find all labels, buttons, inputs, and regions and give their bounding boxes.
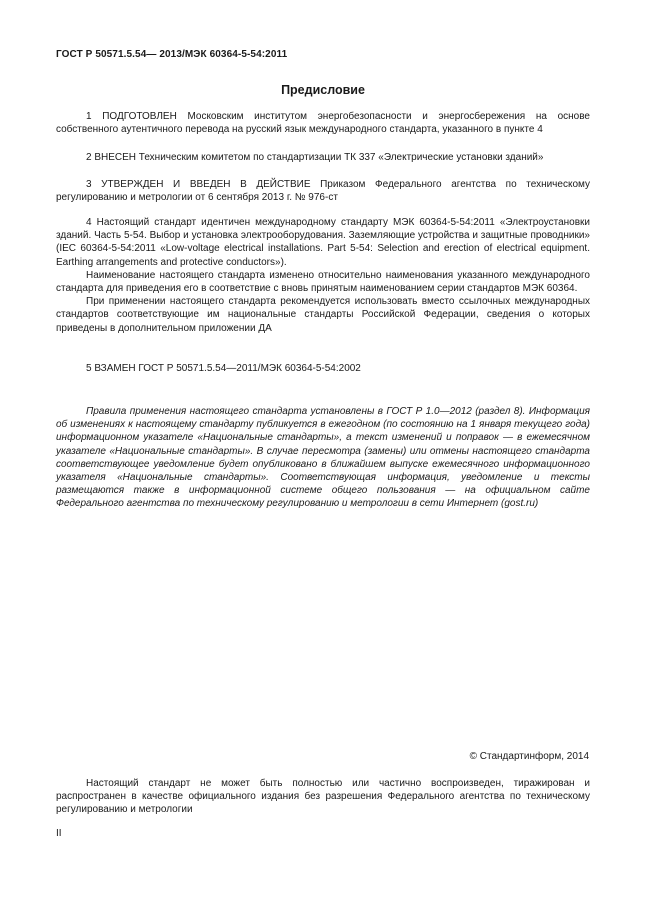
item-1-text: 1 ПОДГОТОВЛЕН Московским институтом энергобезопасности и энергосбережения на основе собственного аутентичного перевода на русский язык международного стандарта, указанного в пункте 4 [56, 111, 590, 136]
application-rules-note [56, 405, 590, 511]
document-header: ГОСТ Р 50571.5.54— 2013/МЭК 60364-5-54:2011 [56, 49, 288, 60]
item-3-text: 3 УТВЕРЖДЕН И ВВЕДЕН В ДЕЙСТВИЕ Приказом Федерального агентства по техническому регулированию и метрологии от 6 сентября 2013 г. № 976-ст [56, 179, 590, 204]
item-5-replaces [56, 362, 590, 375]
page-title: Предисловие [281, 83, 365, 97]
copyright: © Стандартинформ, 2014 [469, 751, 589, 762]
item-2-text: 2 ВНЕСЕН Техническим комитетом по стандартизации ТК 337 «Электрические установки зданий» [86, 152, 544, 163]
application-rules-text: Правила применения настоящего стандарта установлены в ГОСТ Р 1.0—2012 (раздел 8). Информация об изменениях к настоящему стандарту публикуется в ежегодном (по состоянию на 1 января текущего года) информационном указателе «Национальные стандарты», а текст изменений и поправок — в ежемесячном указателе «Национальные стандарты». В случае пересмотра (замены) или отмены настоящего стандарта соответствующее уведомление будет опубликовано в ближайшем выпуске ежемесячного информационного указателя «Национальные стандарты». Соответствующая информация, уведомление и тексты размещаются также в информационной системе общего пользования — на официальном сайте Федерального агентства по техническому регулированию и метрологии в сети Интернет (gost.ru) [56, 406, 590, 510]
item-2-introduced [56, 151, 590, 164]
item-4-name-change: Наименование настоящего стандарта изменено относительно наименования указанного международного стандарта для приведения его в соответствие с вновь принятым наименованием серии стандартов МЭК 60364. [56, 269, 590, 295]
page-number: II [56, 828, 62, 839]
item-4-text: 4 Настоящий стандарт идентичен международному стандарту МЭК 60364-5-54:2011 «Электроустановки зданий. Часть 5-54. Выбор и установка электрооборудования. Заземляющие устройства и защитные проводники» (IEC 60364-5-54:2011 «Low-voltage electrical installations. Part 5-54: Selection and erection of electrical equipment. Earthing arrangements and protective conductors»). [56, 217, 590, 268]
item-4-identical [56, 216, 590, 335]
item-5-text: 5 ВЗАМЕН ГОСТ Р 50571.5.54—2011/МЭК 60364-5-54:2002 [86, 363, 361, 374]
item-1-prepared [56, 110, 590, 136]
reproduction-notice [56, 777, 590, 817]
item-3-approved [56, 178, 590, 204]
reproduction-notice-text: Настоящий стандарт не может быть полностью или частично воспроизведен, тиражирован и распространен в качестве официального издания без разрешения Федерального агентства по техническому регулированию и метрологии [56, 778, 590, 816]
item-4-references: При применении настоящего стандарта рекомендуется использовать вместо ссылочных международных стандартов соответствующие им национальные стандарты Российской Федерации, сведения о которых приведены в дополнительном приложении ДА [56, 296, 590, 334]
